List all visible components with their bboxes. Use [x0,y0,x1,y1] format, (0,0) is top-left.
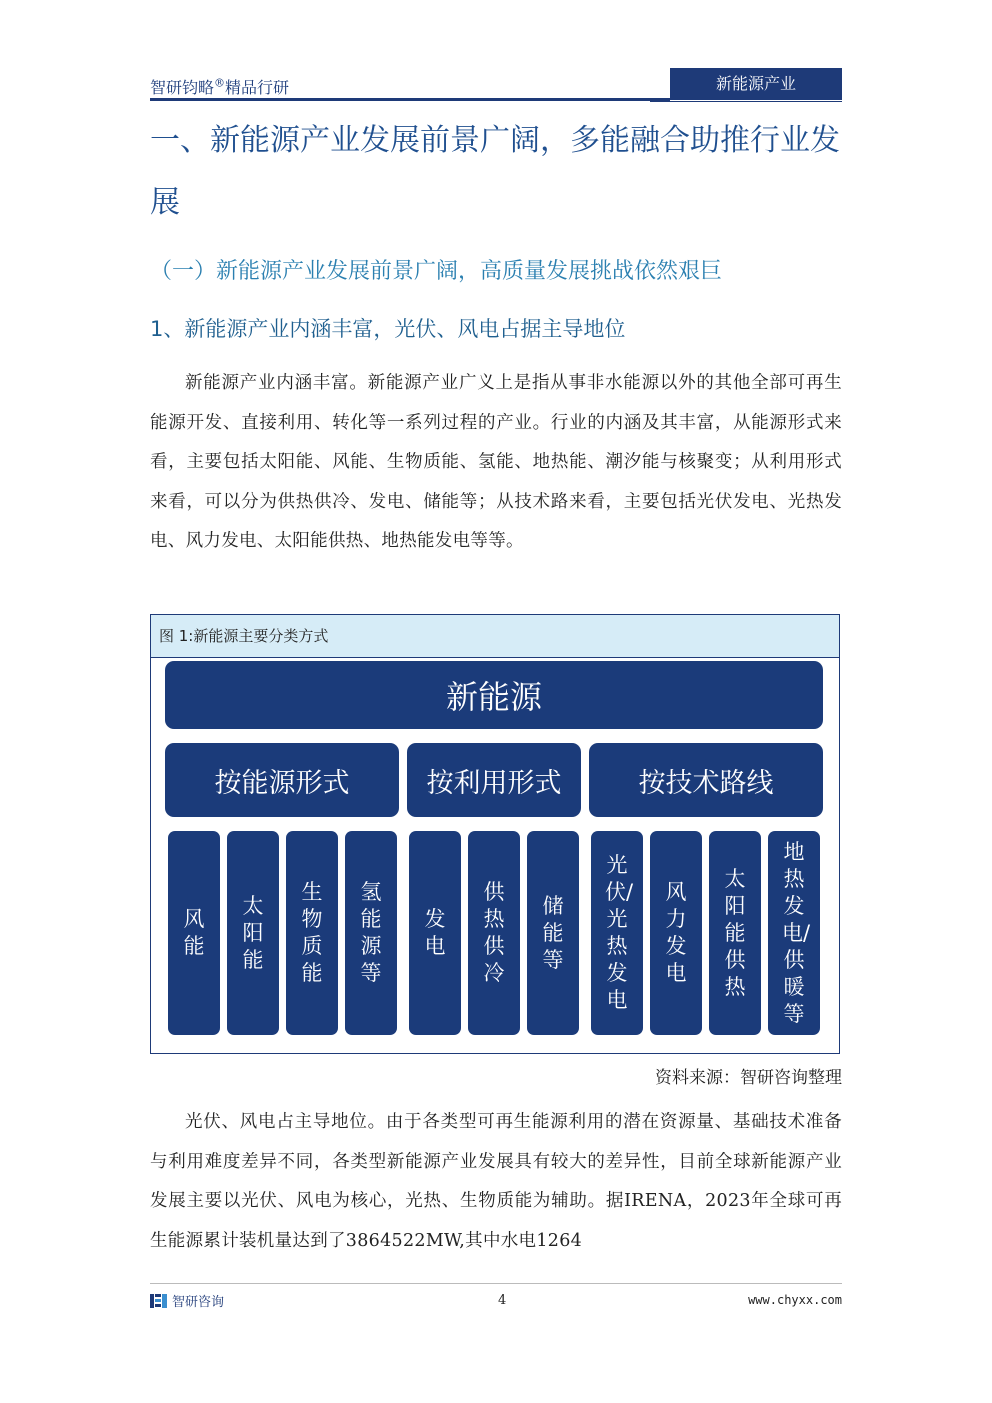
body-paragraph-1: 新能源产业内涵丰富。新能源产业广义上是指从事非水能源以外的其他全部可再生能源开发、直接利用、转化等一系列过程的产业。行业的内涵及其丰富，从能源形式来看，主要包括太阳能、风能、生物质能、氢能、地热能、潮汐能与核聚变；从利用形式来看，可以分为供热供冷、发电、储能等；从技术路来看，主要包括光伏发电、光热发电、风力发电、太阳能供热、地热能发电等等。 [150,373,842,551]
figure-source: 资料来源：智研咨询整理 [655,1068,842,1088]
diagram-category-energy-form: 按能源形式 [165,743,399,817]
diagram-leaf-wind-power: 风力发电 [650,831,702,1035]
diagram-leaf-geothermal: 地热发电/供暖等 [768,831,820,1035]
diagram-leaf-wind: 风能 [168,831,220,1035]
diagram-category-technology: 按技术路线 [589,743,823,817]
diagram-leaf-hydrogen: 氢能源等 [345,831,397,1035]
diagram-category-utilization: 按利用形式 [407,743,581,817]
footer-website: www.chyxx.com [748,1293,842,1307]
diagram-root-node: 新能源 [165,661,823,729]
diagram-leaf-storage: 储能等 [527,831,579,1035]
company-logo-icon [150,1293,168,1309]
heading-level-1: 一、新能源产业发展前景广阔，多能融合助推行业发展 [150,123,840,220]
diagram-leaf-power-gen: 发电 [409,831,461,1035]
header-divider-thin [650,101,842,102]
heading-level-3: 1、新能源产业内涵丰富，光伏、风电占据主导地位 [150,317,626,341]
footer-divider [150,1283,842,1284]
diagram-leaf-pv-csp: 光伏/光热发电 [591,831,643,1035]
header-section-badge: 新能源产业 [670,68,842,100]
diagram-leaf-heat-cool: 供热供冷 [468,831,520,1035]
heading-level-2: （一）新能源产业发展前景广阔，高质量发展挑战依然艰巨 [150,259,723,284]
diagram-leaf-biomass: 生物质能 [286,831,338,1035]
header-title: 智研钧略®精品行研 [150,76,290,97]
header-divider [150,98,670,101]
diagram-leaf-solar-heat: 太阳能供热 [709,831,761,1035]
diagram-leaf-solar: 太阳能 [227,831,279,1035]
page-number: 4 [498,1293,507,1308]
footer-logo: 智研咨询 [150,1291,224,1310]
figure-caption: 图 1:新能源主要分类方式 [151,615,839,658]
figure-classification [150,614,840,1054]
body-paragraph-2: 光伏、风电占主导地位。由于各类型可再生能源利用的潜在资源量、基础技术准备与利用难度差异不同，各类型新能源产业发展具有较大的差异性，目前全球新能源产业发展主要以光伏、风电为核心，光热、生物质能为辅助。据IRENA，2023年全球可再生能源累计装机量达到了3864522MW,其中水电1264 [150,1112,842,1251]
